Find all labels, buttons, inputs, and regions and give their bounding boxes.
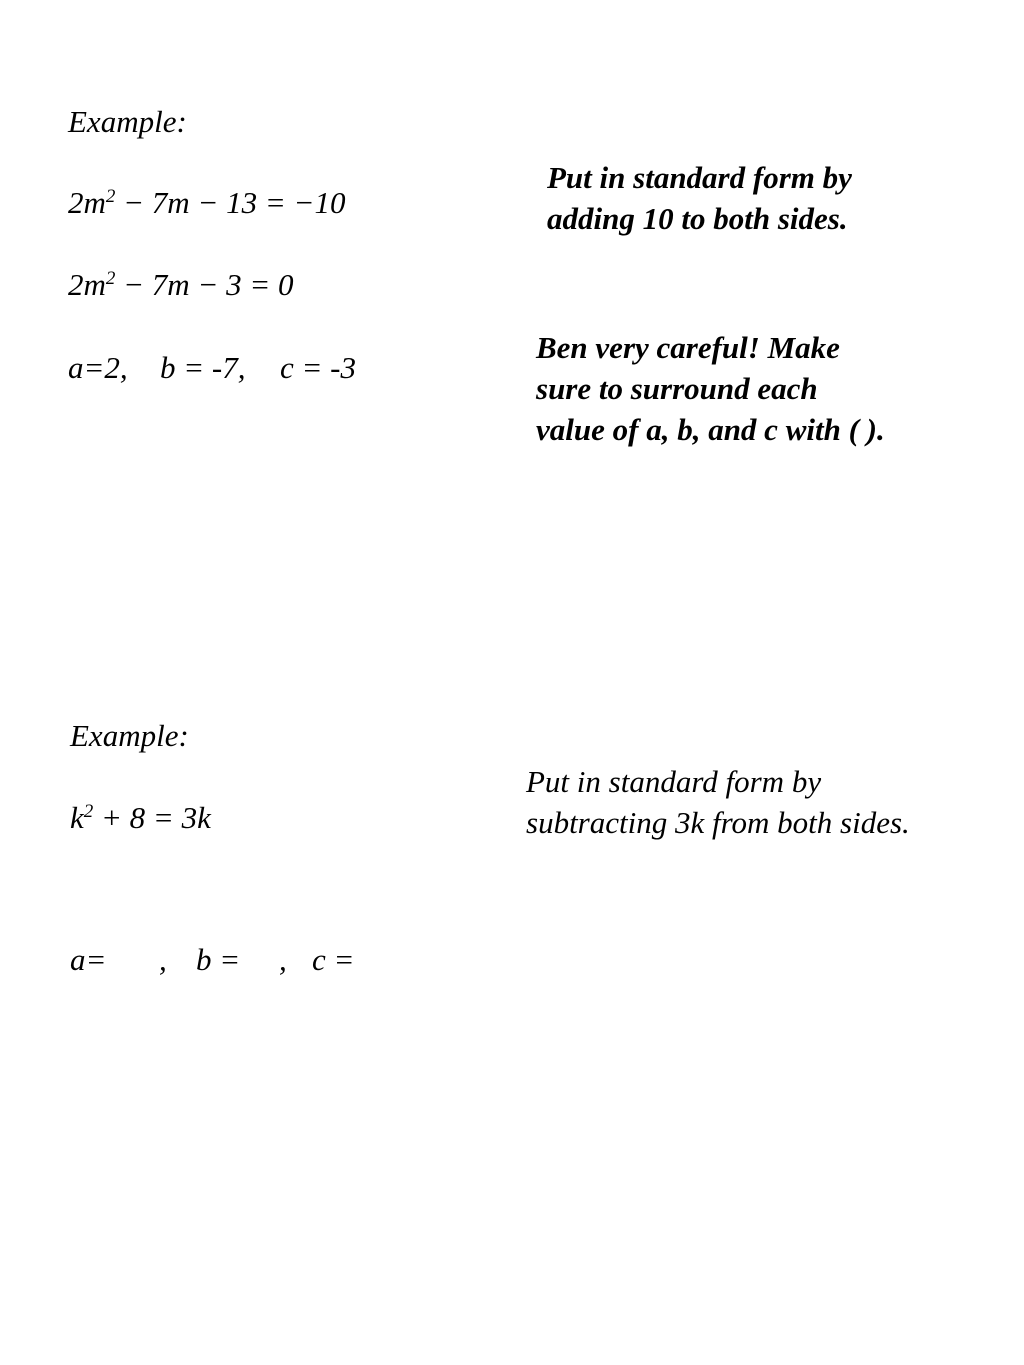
equation-part: − 7m − 13 = −10 bbox=[115, 185, 346, 220]
exponent: 2 bbox=[83, 801, 94, 822]
note-line: subtracting 3k from both sides. bbox=[526, 805, 910, 840]
equation-part: 2m bbox=[68, 185, 106, 220]
note-line: value of a, b, and c with ( ). bbox=[536, 412, 885, 447]
example-1-label: Example: bbox=[68, 104, 187, 139]
example-2-note-standard-form bbox=[526, 761, 910, 843]
exponent: 2 bbox=[105, 268, 116, 289]
equation-part: k bbox=[70, 800, 84, 835]
coef-a-value: a=2, bbox=[68, 350, 128, 385]
equation-part: + 8 = 3k bbox=[93, 800, 211, 835]
coef-b-value: b = -7, bbox=[160, 350, 246, 385]
example-1-equation bbox=[68, 187, 345, 218]
equation-part: − 7m − 3 = 0 bbox=[115, 267, 294, 302]
note-line: sure to surround each bbox=[536, 371, 818, 406]
note-line: Put in standard form by bbox=[547, 160, 852, 195]
note-line: Put in standard form by bbox=[526, 764, 822, 799]
comma: , bbox=[279, 942, 287, 977]
note-line: adding 10 to both sides. bbox=[547, 201, 848, 236]
example-1-standard-form bbox=[68, 269, 294, 300]
coef-a-blank: a= bbox=[70, 942, 107, 977]
note-line: Ben very careful! Make bbox=[536, 330, 840, 365]
example-1-note-standard-form bbox=[547, 157, 852, 239]
example-1-note-careful bbox=[536, 327, 885, 450]
coef-c-blank: c = bbox=[312, 942, 355, 977]
example-2-equation bbox=[70, 802, 211, 833]
comma: , bbox=[159, 942, 167, 977]
example-2-label: Example: bbox=[70, 718, 189, 753]
equation-part: 2m bbox=[68, 267, 106, 302]
coef-c-value: c = -3 bbox=[280, 350, 357, 385]
exponent: 2 bbox=[105, 186, 116, 207]
coef-b-blank: b = bbox=[196, 942, 241, 977]
